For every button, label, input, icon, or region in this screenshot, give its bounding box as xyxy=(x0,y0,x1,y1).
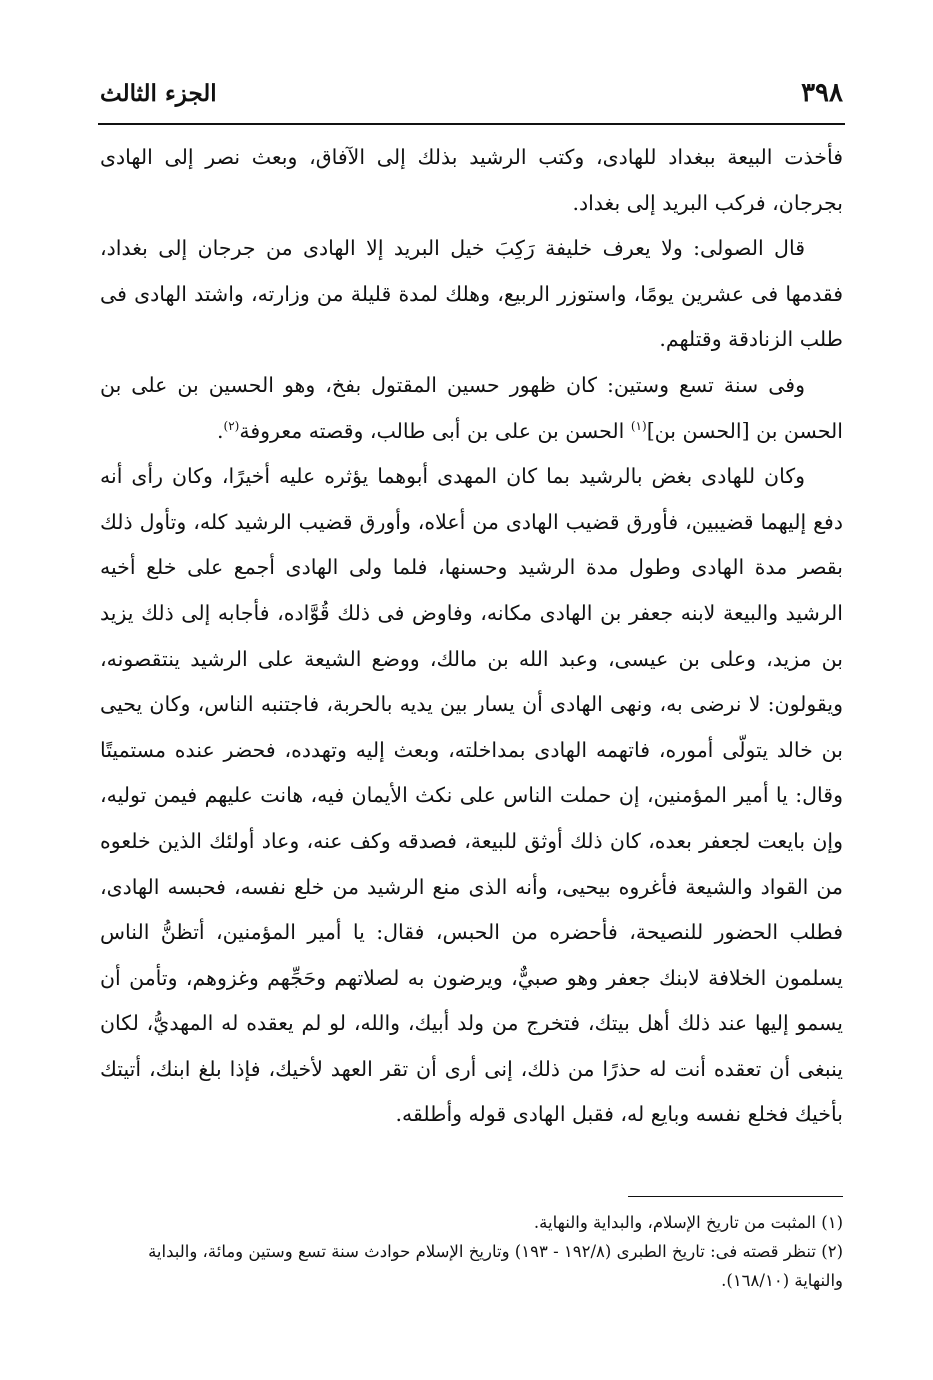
footnote-ref-2: (٢) xyxy=(223,418,240,433)
footnotes xyxy=(100,1208,843,1295)
paragraph-3-text-b: الحسن بن على بن أبى طالب، وقصته معروفة xyxy=(239,418,631,443)
footnote-1 xyxy=(100,1208,843,1237)
footnote-rule xyxy=(628,1196,843,1197)
paragraph-1: فأخذت البيعة ببغداد للهادى، وكتب الرشيد بذلك إلى الآفاق، وبعث نصر إلى الهادى بجرجان، فركب البريد إلى بغداد. xyxy=(100,145,843,215)
footnote-1-text: المثبت من تاريخ الإسلام، والبداية والنهاية. xyxy=(533,1213,816,1232)
paragraph-2: قال الصولى: ولا يعرف خليفة رَكِبَ خيل البريد إلا الهادى من جرجان إلى بغداد، فقدمها فى عشرين يومًا، واستوزر الربيع، وهلك لمدة قليلة من وزارته، واشتد الهادى فى طلب الزنادقة وقتلهم. xyxy=(100,236,843,352)
footnote-2 xyxy=(100,1237,843,1295)
paragraph-3-text-a: وفى سنة تسع وستين: كان ظهور حسين المقتول بفخ، وهو الحسين بن على بن الحسن بن [الحسن بن] xyxy=(100,372,843,443)
footnote-1-label: (١) xyxy=(821,1213,843,1232)
footnote-ref-1: (١) xyxy=(630,418,647,433)
footnote-2-text: تنظر قصته فى: تاريخ الطبرى (١٩٢/٨ - ١٩٣) وتاريخ الإسلام حوادث سنة تسع وستين ومائة، والبداية والنهاية (١٦٨/١٠). xyxy=(148,1242,843,1290)
header-rule xyxy=(98,123,845,125)
footnote-2-label: (٢) xyxy=(821,1242,843,1261)
page-number: ٣٩٨ xyxy=(801,78,843,108)
page-header xyxy=(100,78,843,118)
paragraph-4: وكان للهادى بغض بالرشيد بما كان المهدى أبوهما يؤثره عليه أخيرًا، وكان رأى أنه دفع إليهما قضيبين، فأورق قضيب الهادى من أعلاه، وأورق قضيب الرشيد كله، وتأول ذلك بقصر مدة الهادى وطول مدة الرشيد وحسنها، فلما ولى الهادى أجمع على خلع أخيه الرشيد والبيعة لابنه جعفر بن الهادى مكانه، وفاوض فى ذلك قُوَّاده، فأجابه إلى ذلك يزيد بن مزيد، وعلى بن عيسى، وعبد الله بن مالك، ووضع الشيعة على الرشيد ينتقصونه، ويقولون: لا نرضى به، ونهى الهادى أن يسار بين يديه بالحربة، فاجتنبه الناس، وكان يحيى بن خالد يتولّى أموره، فاتهمه الهادى بمداخلته، وبعث إليه وتهدده، فحضر عنده مستميتًا وقال: يا أمير المؤمنين، إن حملت الناس على نكث الأيمان فيه، هانت عليهم فيمن توليه، وإن بايعت لجعفر بعده، كان ذلك أوثق للبيعة، فصدقه وكف عنه، وعاد أولئك الذين خلعوه من القواد والشيعة فأغروه بيحيى، وأنه الذى منع الرشيد من خلع نفسه، فحبسه الهادى، فطلب الحضور للنصيحة، فأحضره من الحبس، فقال: يا أمير المؤمنين، أتظنُّ الناس يسلمون الخلافة لابنك جعفر وهو صبيٌّ، ويرضون به لصلاتهم وحَجِّهم وغزوهم، وتأمن أن يسمو إليها عند ذلك أهل بيتك، فتخرج من ولد أبيك، والله، لو لم يعقده له المهديُّ، لكان ينبغى أن تعقده أنت له حذرًا من ذلك، إنى أرى أن تقر العهد لأخيك، فإذا بلغ ابنك، أتيتك بأخيك فخلع نفسه وبايع له، فقبل الهادى قوله وأطلقه. xyxy=(100,464,843,1127)
running-title: الجزء الثالث xyxy=(100,80,217,107)
paragraph-3 xyxy=(100,363,843,454)
paragraph-3-text-c: . xyxy=(217,418,224,443)
body-text xyxy=(100,135,843,1138)
